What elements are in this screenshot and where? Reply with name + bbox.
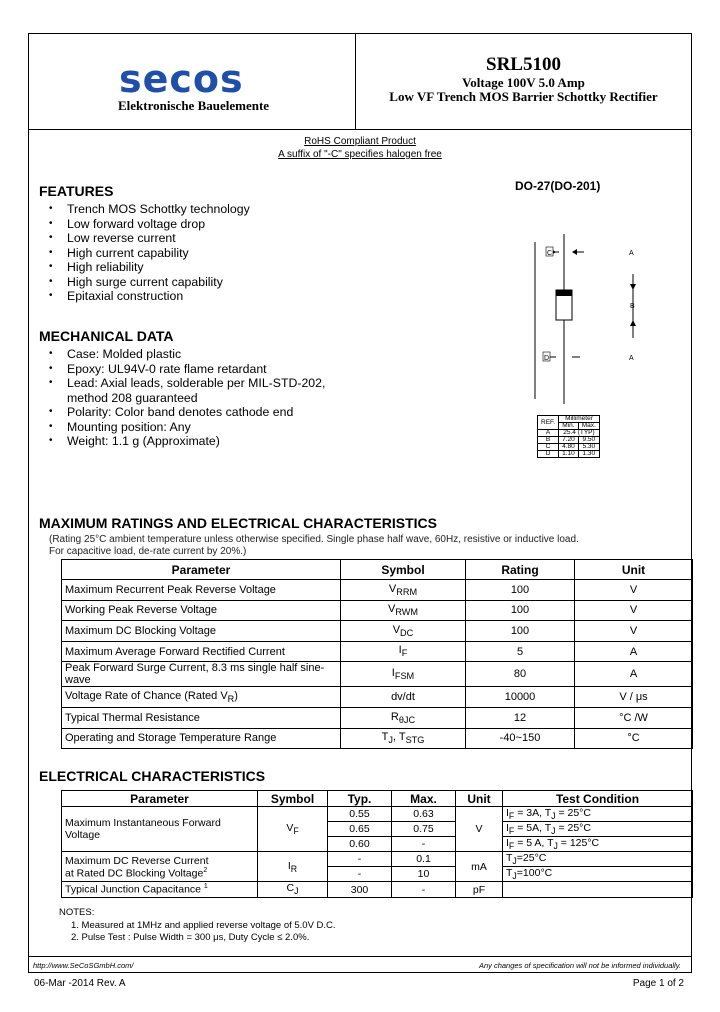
param-cell: Voltage Rate of Chance (Rated $V_R$) — [62, 687, 341, 708]
list-item: • Trench MOS Schottky technology — [39, 202, 250, 217]
param-cell: Maximum DC Reverse Current at Rated DC Blocking Voltage$^2$ — [62, 852, 258, 882]
package-title: DO-27(DO-201) — [515, 179, 601, 193]
max-cell: 0.1 — [392, 852, 456, 867]
symbol-cell: $V_{RRM}$ — [341, 580, 466, 601]
note-1: 1. Measured at 1MHz and applied reverse voltage of 5.0V D.C. — [71, 919, 336, 931]
list-item: • Polarity: Color band denotes cathode end — [39, 405, 339, 420]
condition-cell: $I_F = 3A$, $T_J = 25^\circ C$ — [503, 807, 693, 822]
company-logo: secos — [119, 57, 244, 101]
max-cell: 0.75 — [392, 822, 456, 837]
list-item: • High current capability — [39, 246, 250, 261]
max-cell: 10 — [392, 867, 456, 882]
table-row — [62, 662, 693, 687]
electrical-title: ELECTRICAL CHARACTERISTICS — [39, 768, 266, 784]
condition-cell: $I_F = 5$ A, $T_J = 125^\circ C$ — [503, 837, 693, 852]
condition-cell: $I_F = 5A$, $T_J = 25^\circ C$ — [503, 822, 693, 837]
ratings-note-line2: For capacitive load, de-rate current by 20%.) — [49, 546, 247, 557]
table-row — [62, 687, 693, 708]
table-row — [62, 580, 693, 601]
unit-cell: V — [575, 600, 693, 621]
electrical-table — [61, 790, 693, 898]
notes-block — [59, 907, 336, 945]
revision-date: 06-Mar -2014 Rev. A — [34, 978, 126, 989]
dim-cell: A — [538, 430, 559, 437]
table-row — [62, 807, 693, 822]
param-cell: Maximum Instantaneous Forward Voltage — [62, 807, 258, 852]
typ-cell: - — [328, 852, 392, 867]
rating-cell: 100 — [466, 580, 575, 601]
dim-label-c: C — [547, 250, 553, 257]
param-cell: Peak Forward Surge Current, 8.3 ms single half sine-wave — [62, 662, 341, 687]
param-cell: Maximum DC Blocking Voltage — [62, 621, 341, 642]
features-title: FEATURES — [39, 183, 114, 199]
rating-cell: 80 — [466, 662, 575, 687]
col-header-unit: Unit — [456, 791, 503, 807]
unit-cell: °C /W — [575, 707, 693, 728]
list-item: • Mounting position: Any — [39, 420, 339, 435]
param-cell: Maximum Recurrent Peak Reverse Voltage — [62, 580, 341, 601]
dim-cell: 1.30 — [578, 451, 599, 458]
max-cell: - — [392, 837, 456, 852]
typ-cell: 300 — [328, 882, 392, 897]
table-row — [62, 852, 693, 867]
symbol-cell: dv/dt — [341, 687, 466, 708]
dim-label-d: D — [544, 355, 550, 362]
device-description: Low VF Trench MOS Barrier Schottky Rectifier — [389, 89, 658, 104]
package-outline-diagram — [527, 234, 647, 404]
col-header-parameter: Parameter — [62, 560, 341, 580]
list-item: • High surge current capability — [39, 275, 250, 290]
col-header-parameter: Parameter — [62, 791, 258, 807]
unit-cell: pF — [456, 882, 503, 897]
dim-label-a-bottom: A — [629, 355, 634, 362]
dim-cell: B — [538, 437, 559, 444]
param-cell: Maximum Average Forward Rectified Current — [62, 641, 341, 662]
rating-cell: 10000 — [466, 687, 575, 708]
page-number: Page 1 of 2 — [632, 978, 684, 989]
logo-subtitle: Elektronische Bauelemente — [118, 98, 270, 113]
dim-cell: 4.80 — [559, 444, 579, 451]
dim-label-a-top: A — [629, 250, 634, 257]
list-item: • High reliability — [39, 260, 250, 275]
max-cell: - — [392, 882, 456, 897]
list-item: • Case: Molded plastic — [39, 347, 339, 362]
footer-divider — [29, 956, 691, 957]
voltage-rating-subtitle: Voltage 100V 5.0 Amp — [462, 75, 585, 90]
dim-cell: 5.30 — [578, 444, 599, 451]
rating-cell: 100 — [466, 621, 575, 642]
dim-cell: 9.50 — [578, 437, 599, 444]
spec-change-disclaimer: Any changes of specification will not be informed individually. — [478, 961, 681, 970]
rating-cell: 100 — [466, 600, 575, 621]
features-list — [39, 202, 250, 304]
list-item: • Lead: Axial leads, solderable per MIL-STD-202, method 208 guaranteed — [39, 376, 339, 405]
col-header-typ: Typ. — [328, 791, 392, 807]
symbol-cell: $V_F$ — [258, 807, 328, 852]
rating-cell: 5 — [466, 641, 575, 662]
symbol-cell: $I_{FSM}$ — [341, 662, 466, 687]
symbol-cell: $C_J$ — [258, 882, 328, 897]
dim-max-header: Max. — [578, 423, 599, 430]
max-ratings-table — [61, 559, 693, 749]
dim-label-b: B — [630, 303, 635, 310]
table-row — [62, 621, 693, 642]
ratings-note-line1: (Rating 25°C ambient temperature unless otherwise specified. Single phase half wave, 60Hz, resistive or inductive load. — [49, 534, 579, 545]
dim-ref-header: REF. — [538, 416, 559, 430]
table-row — [62, 707, 693, 728]
symbol-cell: $V_{RWM}$ — [341, 600, 466, 621]
condition-cell — [503, 882, 693, 897]
unit-cell: °C — [575, 728, 693, 749]
unit-cell: V — [575, 580, 693, 601]
condition-cell: $T_J=100^\circ C$ — [503, 867, 693, 882]
table-row — [538, 451, 600, 458]
dim-cell: C — [538, 444, 559, 451]
typ-cell: - — [328, 867, 392, 882]
symbol-cell: $R_{\theta JC}$ — [341, 707, 466, 728]
symbol-cell: $T_J$, $T_{STG}$ — [341, 728, 466, 749]
table-row — [62, 641, 693, 662]
col-header-rating: Rating — [466, 560, 575, 580]
dim-min-header: Min. — [559, 423, 579, 430]
col-header-test-condition: Test Condition — [503, 791, 693, 807]
symbol-cell: $I_F$ — [341, 641, 466, 662]
unit-cell: A — [575, 662, 693, 687]
col-header-symbol: Symbol — [258, 791, 328, 807]
dimension-table — [537, 415, 600, 458]
rating-cell: 12 — [466, 707, 575, 728]
mechanical-title: MECHANICAL DATA — [39, 328, 174, 344]
param-cell: Typical Junction Capacitance $^1$ — [62, 882, 258, 897]
table-row — [62, 882, 693, 897]
dim-cell: 25.4 (TYP) — [559, 430, 600, 437]
condition-cell: $T_J=25^\circ C$ — [503, 852, 693, 867]
dim-unit-header: Millimeter — [559, 416, 600, 423]
list-item: • Weight: 1.1 g (Approximate) — [39, 434, 339, 449]
table-row — [62, 600, 693, 621]
list-item: • Epoxy: UL94V-0 rate flame retardant — [39, 362, 339, 377]
unit-cell: V — [575, 621, 693, 642]
header-title-cell — [356, 34, 691, 130]
notes-title: NOTES: — [59, 907, 95, 918]
col-header-unit: Unit — [575, 560, 693, 580]
table-row — [62, 728, 693, 749]
datasheet-frame — [28, 33, 692, 973]
mechanical-list — [39, 347, 339, 449]
param-cell: Typical Thermal Resistance — [62, 707, 341, 728]
dim-cell: 7.20 — [559, 437, 579, 444]
rating-cell: -40~150 — [466, 728, 575, 749]
typ-cell: 0.55 — [328, 807, 392, 822]
typ-cell: 0.65 — [328, 822, 392, 837]
symbol-cell: $I_R$ — [258, 852, 328, 882]
header-logo-cell — [29, 34, 356, 130]
unit-cell: mA — [456, 852, 503, 882]
unit-cell: V — [456, 807, 503, 852]
list-item: • Low reverse current — [39, 231, 250, 246]
unit-cell: V / μs — [575, 687, 693, 708]
param-cell: Working Peak Reverse Voltage — [62, 600, 341, 621]
col-header-symbol: Symbol — [341, 560, 466, 580]
halogen-free-line: A suffix of "-C" specifies halogen free — [278, 149, 442, 160]
rohs-line: RoHS Compliant Product — [304, 136, 416, 147]
list-item: • Epitaxial construction — [39, 289, 250, 304]
list-item: • Low forward voltage drop — [39, 217, 250, 232]
param-cell: Operating and Storage Temperature Range — [62, 728, 341, 749]
company-url-link[interactable]: http://www.SeCoSGmbH.com/ — [33, 961, 134, 970]
dim-cell: D — [538, 451, 559, 458]
dim-cell: 1.10 — [559, 451, 579, 458]
col-header-max: Max. — [392, 791, 456, 807]
typ-cell: 0.60 — [328, 837, 392, 852]
symbol-cell: $V_{DC}$ — [341, 621, 466, 642]
part-number: SRL5100 — [486, 54, 561, 75]
rohs-notice — [29, 135, 691, 161]
unit-cell: A — [575, 641, 693, 662]
max-cell: 0.63 — [392, 807, 456, 822]
note-2: 2. Pulse Test : Pulse Width = 300 μs, Duty Cycle ≤ 2.0%. — [71, 932, 310, 943]
max-ratings-title: MAXIMUM RATINGS AND ELECTRICAL CHARACTERISTICS — [39, 515, 437, 531]
